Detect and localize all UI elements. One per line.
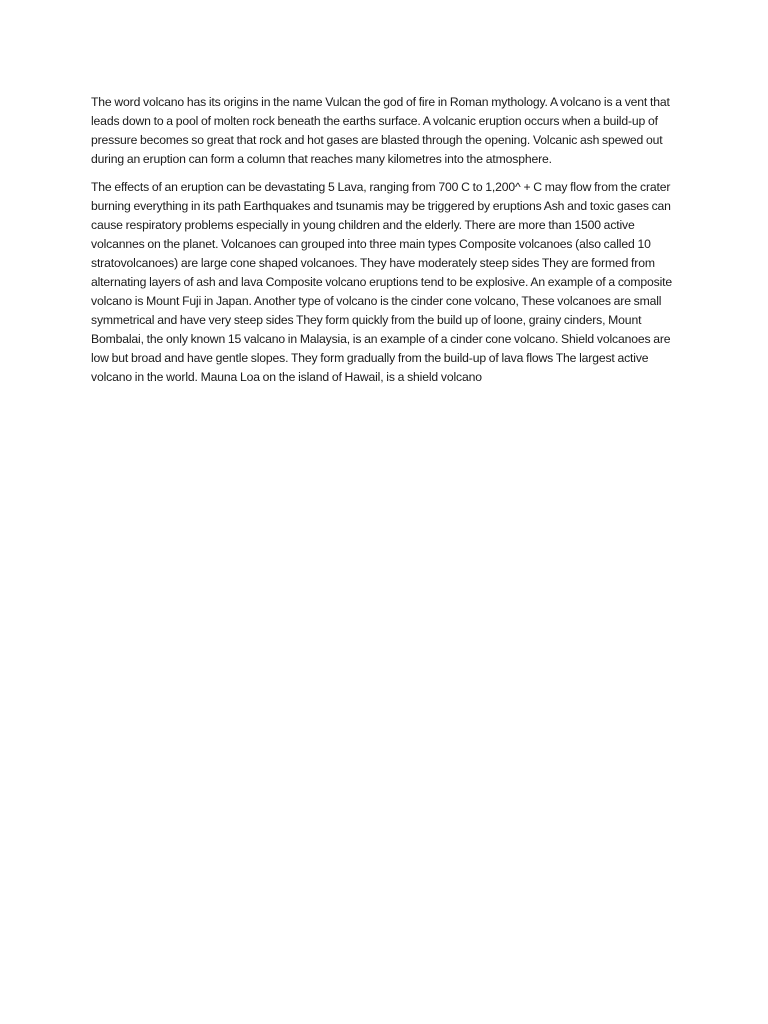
paragraph-2: The effects of an eruption can be devastating 5 Lava, ranging from 700 C to 1,200^ + C may flow from the crater burning everything in its path Earthquakes and tsunamis may be triggered by eruptions Ash and toxic gases can cause respiratory problems especially in young children and the elderly. There are more than 1500 active volcannes on the planet. Volcanoes can grouped into three main types Composite volcanoes (also called 10 stratovolcanoes) are large cone shaped volcanoes. They have moderately steep sides They are formed from alternating layers of ash and lava Composite volcano eruptions tend to be explosive. An example of a composite volcano is Mount Fuji in Japan. Another type of volcano is the cinder cone volcano, These volcanoes are small symmetrical and have very steep sides They form quickly from the build up of loone, grainy cinders, Mount Bombalai, the only known 15 valcano in Malaysia, is an example of a cinder cone volcano. Shield volcanoes are low but broad and have gentle slopes. They form gradually from the build-up of lava flows The largest active volcano in the world. Mauna Loa on the island of Hawail, is a shield volcano <box>91 180 673 384</box>
document-body <box>91 93 681 396</box>
paragraph-1: The word volcano has its origins in the name Vulcan the god of fire in Roman mythology. A volcano is a vent that leads down to a pool of molten rock beneath the earths surface. A volcanic eruption occurs when a build-up of pressure becomes so great that rock and hot gases are blasted through the opening. Volcanic ash spewed out during an eruption can form a column that reaches many kilometres into the atmosphere. <box>91 95 670 166</box>
